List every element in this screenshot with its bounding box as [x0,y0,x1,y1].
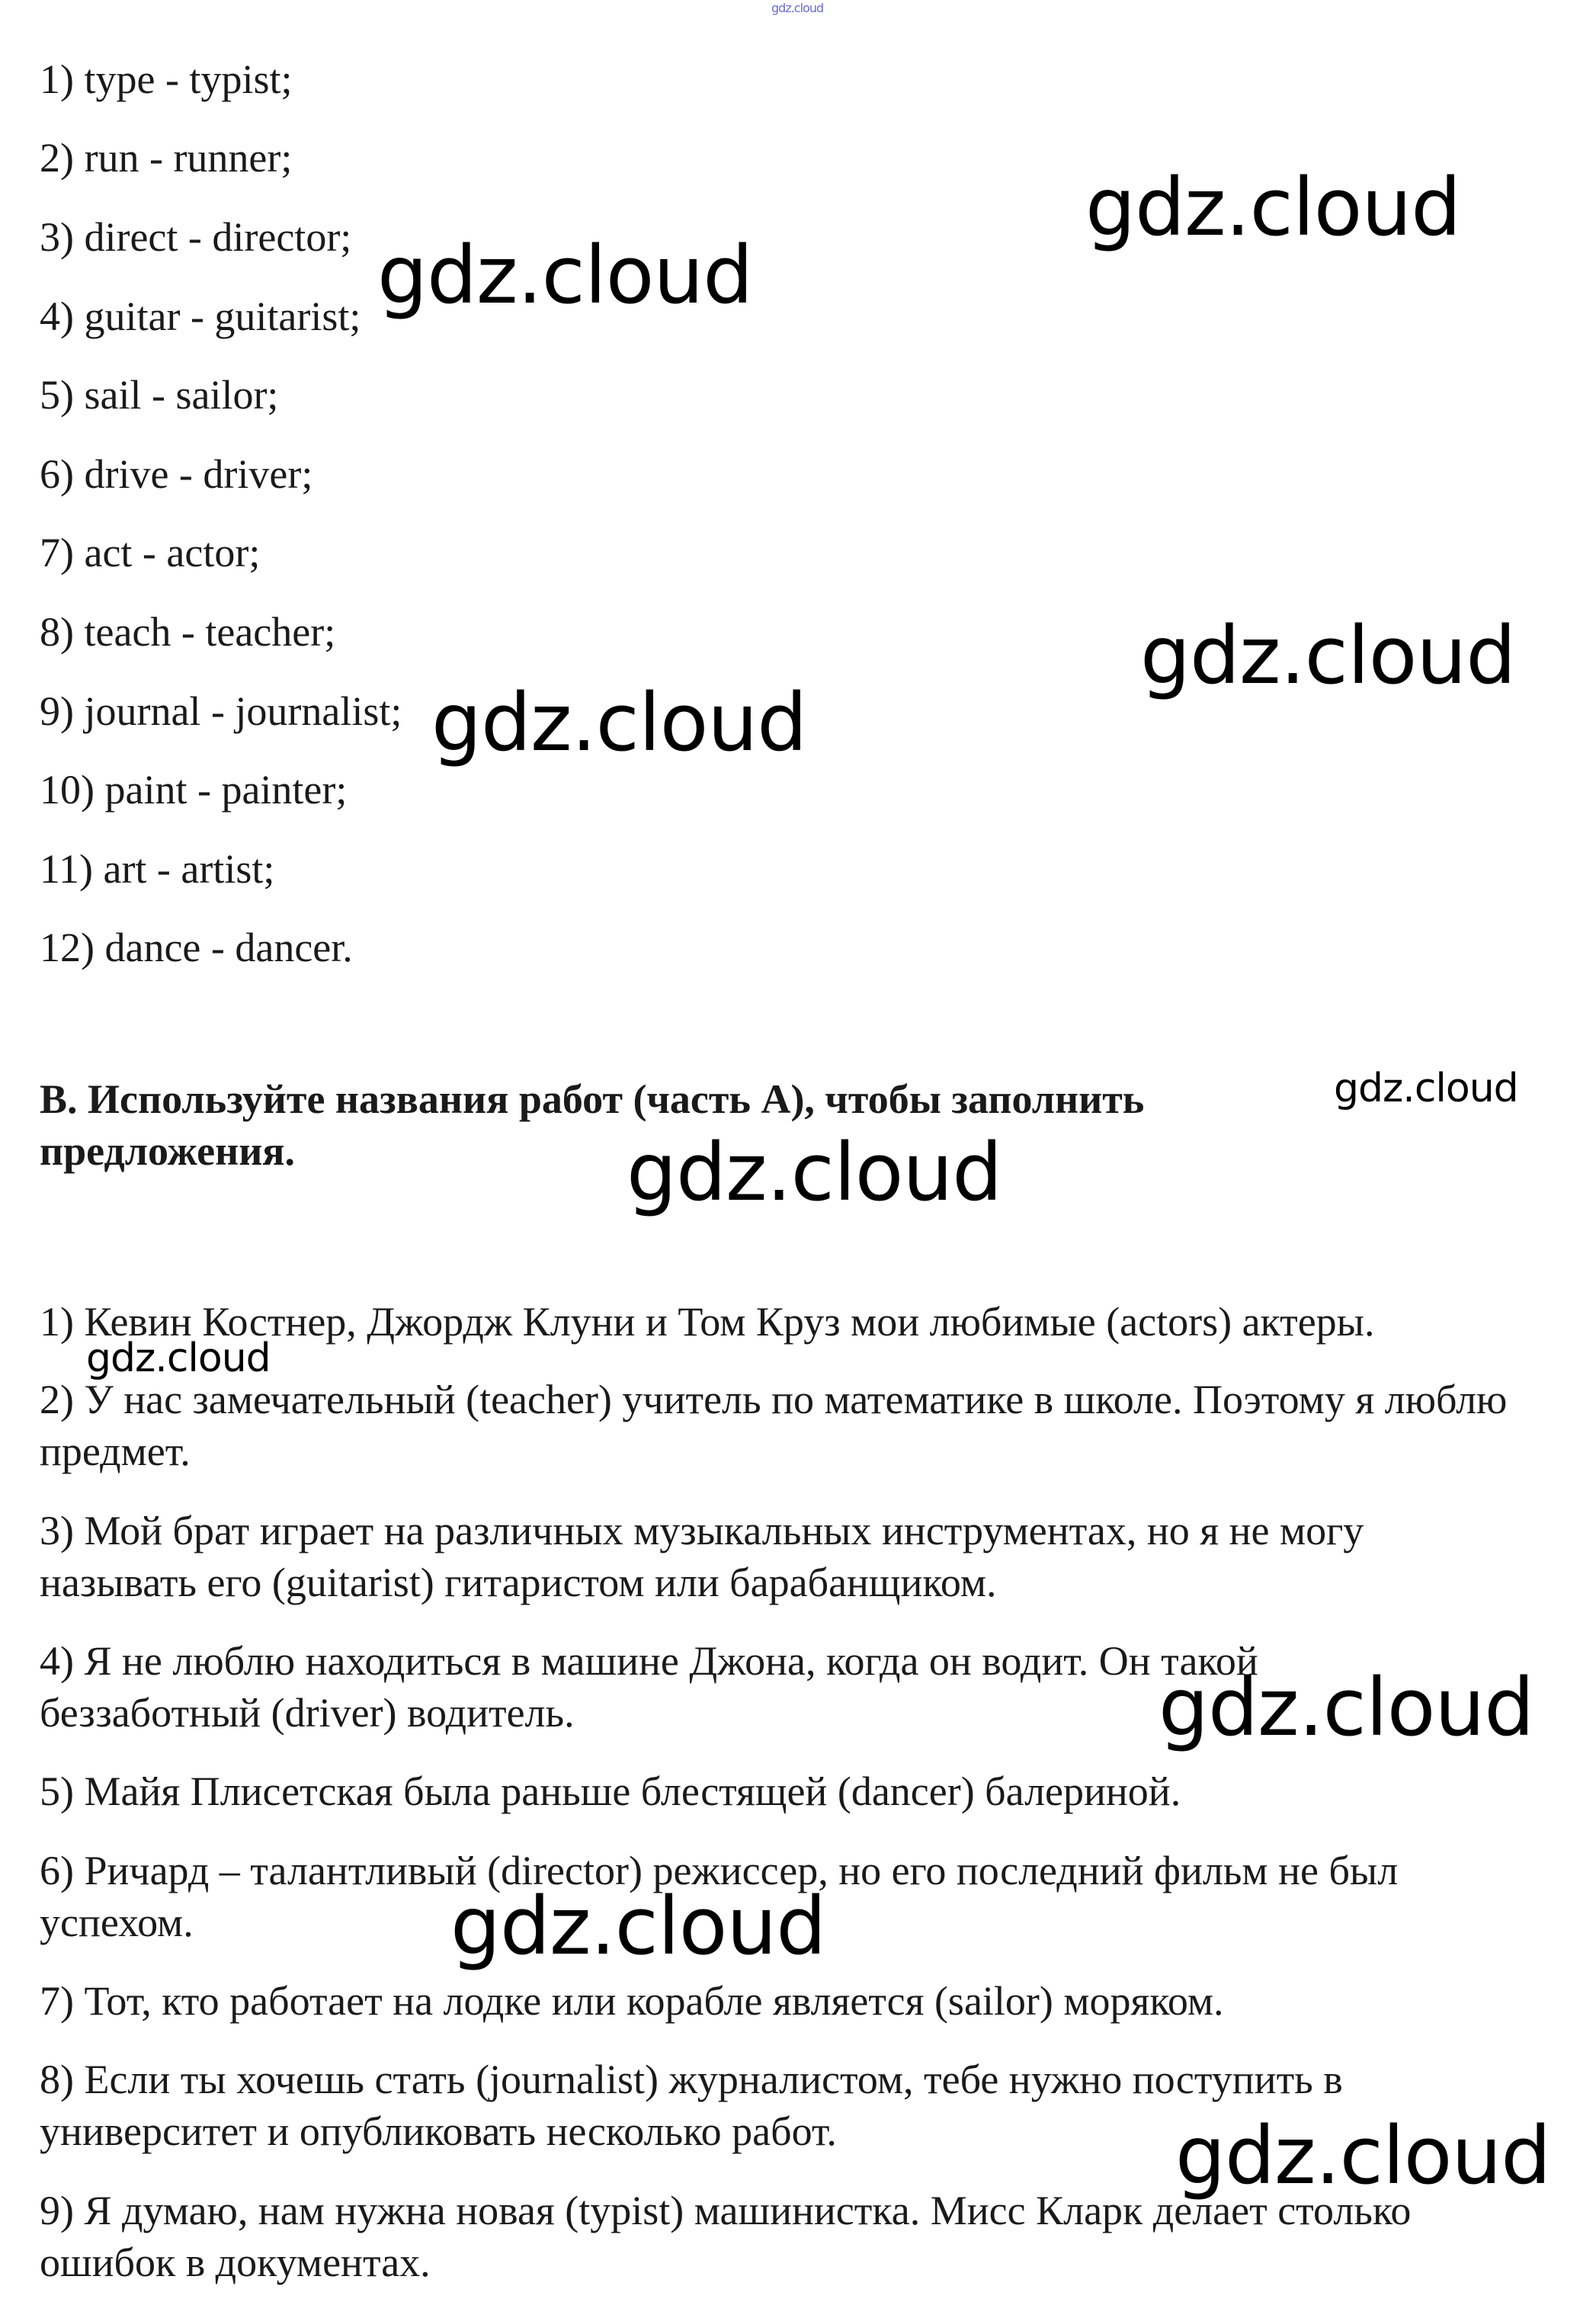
list-item: 4) guitar - guitarist; [40,293,361,339]
sentence-item: 8) Если ты хочешь стать (journalist) журналистом, тебе нужно поступить в университет и опубликовать несколько работ. [40,2057,1343,2154]
list-item: 10) paint - painter; [40,767,348,813]
section-heading: B. Используйте названия работ (часть А), чтобы заполнить предложения. [40,1076,1145,1174]
watermark: gdz.cloud [86,1335,271,1381]
watermark: gdz.cloud [431,676,807,769]
watermark: gdz.cloud [377,229,753,322]
sentence-item: 1) Кевин Костнер, Джордж Клуни и Том Круз мои любимые (actors) актеры. [40,1299,1375,1345]
list-item: 2) run - runner; [40,135,293,181]
watermark: gdz.cloud [1140,609,1516,702]
sentence-item: 2) У нас замечательный (teacher) учитель по математике в школе. Поэтому я люблю предмет. [40,1377,1508,1474]
sentence-item: 7) Тот, кто работает на лодке или корабле является (sailor) моряком. [40,1978,1224,2024]
sentence-item: 6) Ричард – талантливый (director) режиссер, но его последний фильм не был успехом. [40,1848,1399,1945]
list-item: 12) dance - dancer. [40,925,353,970]
list-item: 9) journal - journalist; [40,688,402,734]
list-item: 5) sail - sailor; [40,372,279,418]
watermark: gdz.cloud [1175,2109,1551,2202]
list-item: 7) act - actor; [40,530,261,575]
list-item: 6) drive - driver; [40,451,313,497]
watermark: gdz.cloud [1159,1661,1534,1754]
sentence-item: 9) Я думаю, нам нужна новая (typist) машинистка. Мисс Кларк делает столько ошибок в документах. [40,2188,1412,2285]
list-item: 1) type - typist; [40,56,293,102]
sentence-item: 5) Майя Плисетская была раньше блестящей (dancer) балериной. [40,1768,1181,1814]
sentence-item: 4) Я не люблю находиться в машине Джона, когда он водит. Он такой беззаботный (driver) водитель. [40,1638,1258,1736]
watermark: gdz.cloud [627,1126,1002,1219]
list-item: 11) art - artist; [40,846,275,892]
watermark: gdz.cloud [450,1880,826,1973]
sentence-item: 3) Мой брат играет на различных музыкальных инструментах, но я не могу называть его (guitarist) гитаристом или барабанщиком. [40,1508,1364,1605]
watermark-top: gdz.cloud [771,1,824,15]
watermark: gdz.cloud [1334,1066,1518,1111]
watermark: gdz.cloud [1085,161,1461,254]
list-item: 8) teach - teacher; [40,609,336,655]
list-item: 3) direct - director; [40,214,352,260]
